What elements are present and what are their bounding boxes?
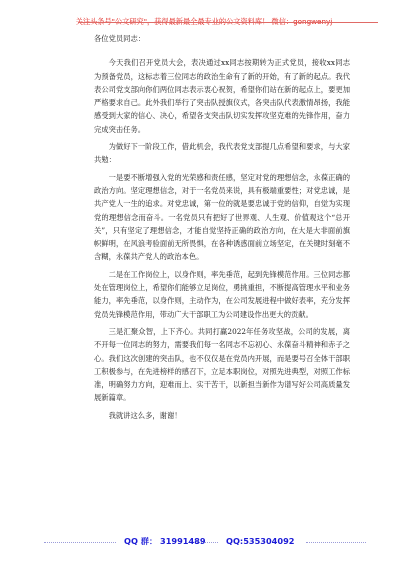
document-body bbox=[94, 32, 350, 422]
paragraph-point-one: 一是要不断增强入党的光荣感和责任感，坚定对党的理想信念，永葆正确的政治方向。坚定理想信念，对于一名党员来说，具有极端重要性；对党忠诚，是共产党人一生的追求。对党忠诚，第一位的就是要忠诚于党的信仰，自觉为实现党的理想信念而奋斗。一名党员只有把好了世界观、人生观、价值观这个“总开关”，只有坚定了理想信念，才能自觉坚持正确的政治方向，在大是大非面前旗帜鲜明，在风浪考验面前无所畏惧，在各种诱惑面前立场坚定，在关键时刻毫不含糊，永葆共产党人的政治本色。 bbox=[94, 172, 350, 262]
salutation: 各位党员同志： bbox=[94, 34, 146, 43]
footer-divider-right bbox=[306, 542, 366, 543]
header-divider bbox=[78, 22, 378, 23]
header-banner bbox=[0, 9, 408, 28]
header-banner-text: 关注头条号"公文研究"，获得最新最全最专业的公文资料库！ 微信：gongwenyj bbox=[75, 17, 333, 26]
paragraph-point-three: 三是汇聚众智，上下齐心。共同打赢2022年任务攻坚战，公司的发展，离不开每一位同志的努力，需要我们每一名同志不忘初心、永葆奋斗精神和赤子之心。我们这次创建的突击队，也不仅仅是在党员内开展，而是要号召全体干部职工积极参与，在先进榜样的感召下，立足本职岗位，对照先进典型，对照工作标准，明确努力方向，迎难而上、实干苦干，以新担当新作为谱写好公司高质量发展新篇章。 bbox=[94, 326, 350, 403]
paragraph-closing: 我就讲这么多，谢谢！ bbox=[108, 410, 182, 420]
footer-divider-left bbox=[44, 542, 116, 543]
paragraph-opening: 今天我们召开党员大会，表决通过xx同志按期转为正式党员，接收xx同志为预备党员，这标志着三位同志的政治生命有了新的开始，有了新的起点。我代表公司党支部向你们两位同志表示衷心祝贺，希望你们站在新的起点上，要更加严格要求自己。此外我们举行了突击队授旗仪式，各突击队代表激情昂扬，我能感受到大家的信心、决心，希望各支突击队切实发挥攻坚克难的先锋作用，奋力完成突击任务。 bbox=[94, 58, 350, 134]
paragraph-intro-requirements: 为做好下一阶段工作，借此机会，我代表党支部提几点希望和要求，与大家共勉： bbox=[94, 142, 350, 165]
paragraph-point-two: 二是在工作岗位上，以身作则，率先垂范，起到先锋模范作用。三位同志都处在管理岗位上，希望你们能够立足岗位，勇挑重担，不断提高管理水平和业务能力，率先垂范，以身作则，主动作为，在公司发展进程中做好表率，充分发挥党员先锋模范作用，带动广大干部职工为公司建设作出更大的贡献。 bbox=[94, 269, 350, 319]
footer-qq-contact: QQ:535304092 bbox=[226, 536, 295, 546]
footer-qq-group: QQ 群： 31991489 bbox=[124, 536, 206, 546]
